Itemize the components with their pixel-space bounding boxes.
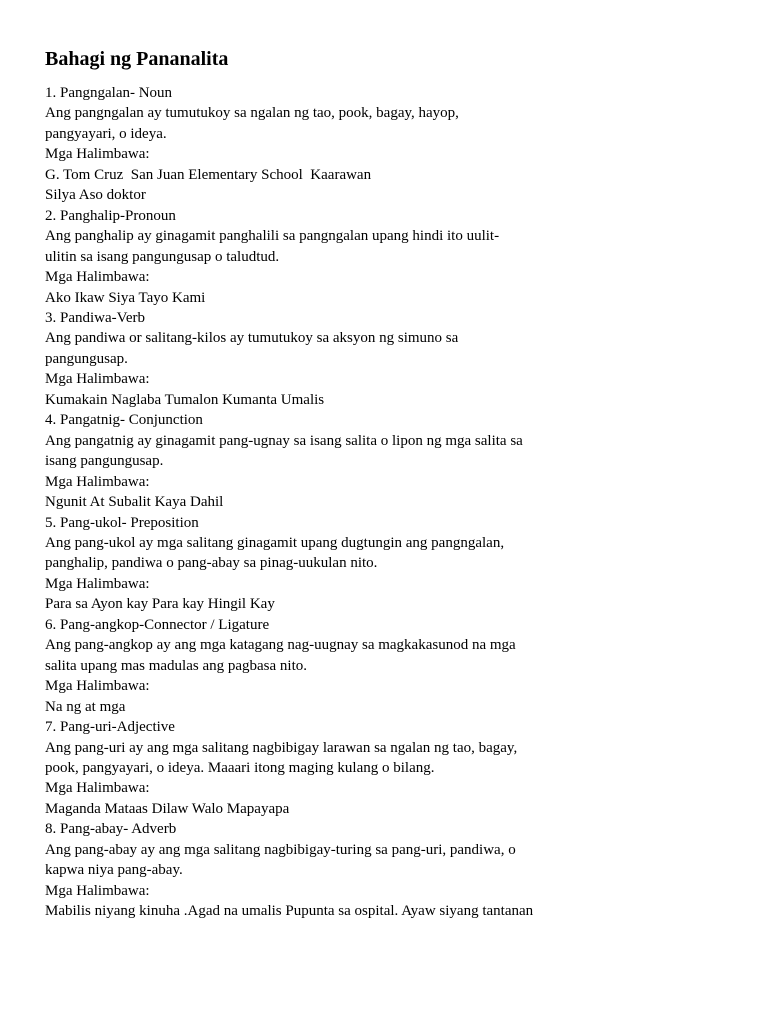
text-line: 7. Pang-uri-Adjective [45,719,175,736]
text-line: Ang pandiwa or salitang-kilos ay tumutukoy sa aksyon ng simuno sa [45,330,459,347]
text-line: Mga Halimbawa: [45,575,150,592]
text-line: pangungusap. [45,350,128,367]
document-body [45,83,745,922]
text-line: Mga Halimbawa: [45,269,150,286]
text-line: 4. Pangatnig- Conjunction [45,412,203,429]
text-line: isang pangungusap. [45,453,164,470]
text-line: Mga Halimbawa: [45,678,150,695]
text-line: Silya Aso doktor [45,187,146,204]
text-line: Ang panghalip ay ginagamit panghalili sa pangngalan upang hindi ito uulit- [45,228,500,245]
text-line: Ngunit At Subalit Kaya Dahil [45,494,224,511]
text-line: Ang pang-ukol ay mga salitang ginagamit upang dugtungin ang pangngalan, [45,534,505,551]
text-line: Maganda Mataas Dilaw Walo Mapayapa [45,800,290,817]
text-line: panghalip, pandiwa o pang-abay sa pinag-uukulan nito. [45,555,378,572]
text-line: 1. Pangngalan- Noun [45,85,173,101]
text-line: pangyayari, o ideya. [45,125,167,142]
text-line: Kumakain Naglaba Tumalon Kumanta Umalis [45,391,325,408]
text-line: 6. Pang-angkop-Connector / Ligature [45,616,270,633]
text-line: Ang pang-abay ay ang mga salitang nagbibigay-turing sa pang-uri, pandiwa, o [45,841,516,858]
text-line: Para sa Ayon kay Para kay Hingil Kay [45,596,275,613]
text-line: 5. Pang-ukol- Preposition [45,514,199,531]
page-title: Bahagi ng Pananalita [45,48,229,70]
document-page [45,45,745,922]
text-line: G. Tom Cruz San Juan Elementary School Kaarawan [45,166,372,183]
text-line: Mga Halimbawa: [45,146,150,163]
text-line: 8. Pang-abay- Adverb [45,821,177,838]
text-line: Na ng at mga [45,698,126,715]
text-line: 2. Panghalip-Pronoun [45,207,176,224]
text-line: pook, pangyayari, o ideya. Maaari itong maging kulang o bilang. [45,759,435,776]
text-line: Mga Halimbawa: [45,371,150,388]
text-line: Mga Halimbawa: [45,882,150,899]
text-line: kapwa niya pang-abay. [45,862,183,879]
text-line: 3. Pandiwa-Verb [45,309,145,326]
text-line: Mabilis niyang kinuha .Agad na umalis Pupunta sa ospital. Ayaw siyang tantanan [45,903,534,920]
text-line: Ang pangatnig ay ginagamit pang-ugnay sa isang salita o lipon ng mga salita sa [45,432,523,449]
text-line: Mga Halimbawa: [45,780,150,797]
text-line: Ang pangngalan ay tumutukoy sa ngalan ng tao, pook, bagay, hayop, [45,105,459,122]
text-line: Ako Ikaw Siya Tayo Kami [45,289,206,306]
text-line: ulitin sa isang pangungusap o taludtud. [45,248,280,265]
text-line: salita upang mas madulas ang pagbasa nito. [45,657,308,674]
text-line: Ang pang-uri ay ang mga salitang nagbibigay larawan sa ngalan ng tao, bagay, [45,739,518,756]
text-line: Mga Halimbawa: [45,473,150,490]
text-line: Ang pang-angkop ay ang mga katagang nag-uugnay sa magkakasunod na mga [45,637,516,654]
